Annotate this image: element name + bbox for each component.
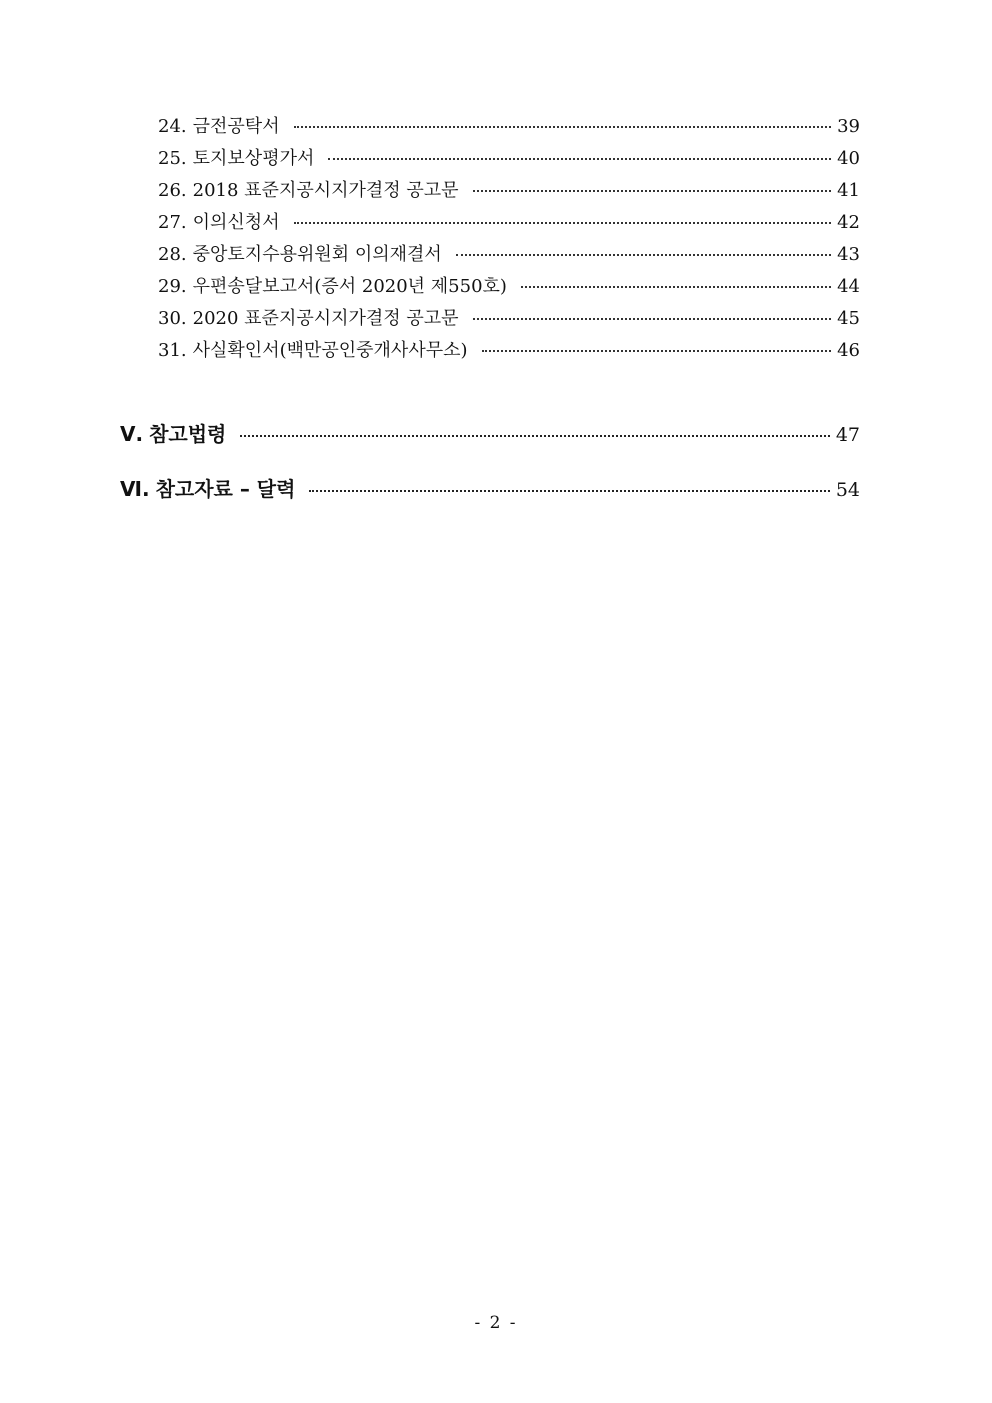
toc-section-title: 참고법령 bbox=[149, 422, 227, 446]
toc-entry bbox=[158, 272, 860, 304]
toc-entry-title: 금전공탁서 bbox=[192, 116, 280, 137]
toc-entry-title: 2018 표준지공시지가결정 공고문 bbox=[192, 180, 459, 201]
toc-entry-title: 토지보상평가서 bbox=[192, 148, 315, 169]
toc-entry-page: 40 bbox=[837, 148, 860, 169]
toc-entry-page: 39 bbox=[837, 116, 860, 137]
toc-entry-number: 24. bbox=[158, 116, 187, 137]
toc-entry-page: 46 bbox=[837, 340, 860, 361]
dot-leader bbox=[309, 490, 829, 492]
toc-entry bbox=[158, 240, 860, 272]
toc-entry bbox=[158, 144, 860, 176]
dot-leader bbox=[294, 126, 832, 128]
toc-entry-title: 이의신청서 bbox=[192, 212, 280, 233]
toc-entry-number: 29. bbox=[158, 276, 187, 297]
toc-entry bbox=[158, 304, 860, 336]
toc-entry bbox=[158, 112, 860, 144]
toc-entry-number: 28. bbox=[158, 244, 187, 265]
toc-entry-page: 41 bbox=[837, 180, 860, 201]
toc-entry-number: 25. bbox=[158, 148, 187, 169]
dot-leader bbox=[521, 286, 831, 288]
toc-entry-page: 43 bbox=[837, 244, 860, 265]
toc-section-title: 참고자료 – 달력 bbox=[155, 477, 296, 501]
toc-entry-title: 사실확인서(백만공인중개사사무소) bbox=[192, 340, 468, 361]
toc-entry-page: 44 bbox=[837, 276, 860, 297]
toc-section-entry bbox=[120, 418, 860, 458]
toc-entry-page: 45 bbox=[837, 308, 860, 329]
dot-leader bbox=[473, 190, 832, 192]
toc-entry-title: 중앙토지수용위원회 이의재결서 bbox=[192, 244, 442, 265]
toc-section-number: Ⅵ. bbox=[120, 477, 150, 501]
toc-entry-number: 31. bbox=[158, 340, 187, 361]
toc-entry-number: 30. bbox=[158, 308, 187, 329]
toc-entry bbox=[158, 208, 860, 240]
dot-leader bbox=[456, 254, 831, 256]
dot-leader bbox=[294, 222, 832, 224]
dot-leader bbox=[473, 318, 832, 320]
dot-leader bbox=[482, 350, 832, 352]
toc-section-page: 47 bbox=[835, 424, 860, 446]
dot-leader bbox=[328, 158, 831, 160]
toc-section-number: Ⅴ. bbox=[120, 422, 144, 446]
toc-section-page: 54 bbox=[835, 479, 860, 501]
dot-leader bbox=[240, 435, 829, 437]
toc-section-entry bbox=[120, 473, 860, 513]
toc-entry-number: 26. bbox=[158, 180, 187, 201]
toc-entry-title: 2020 표준지공시지가결정 공고문 bbox=[192, 308, 459, 329]
page-number: - 2 - bbox=[474, 1313, 518, 1333]
toc-entry bbox=[158, 176, 860, 208]
toc-entry-number: 27. bbox=[158, 212, 187, 233]
toc-entry-page: 42 bbox=[837, 212, 860, 233]
toc-entry-title: 우편송달보고서(증서 2020년 제550호) bbox=[192, 276, 507, 297]
toc-entry bbox=[158, 336, 860, 368]
